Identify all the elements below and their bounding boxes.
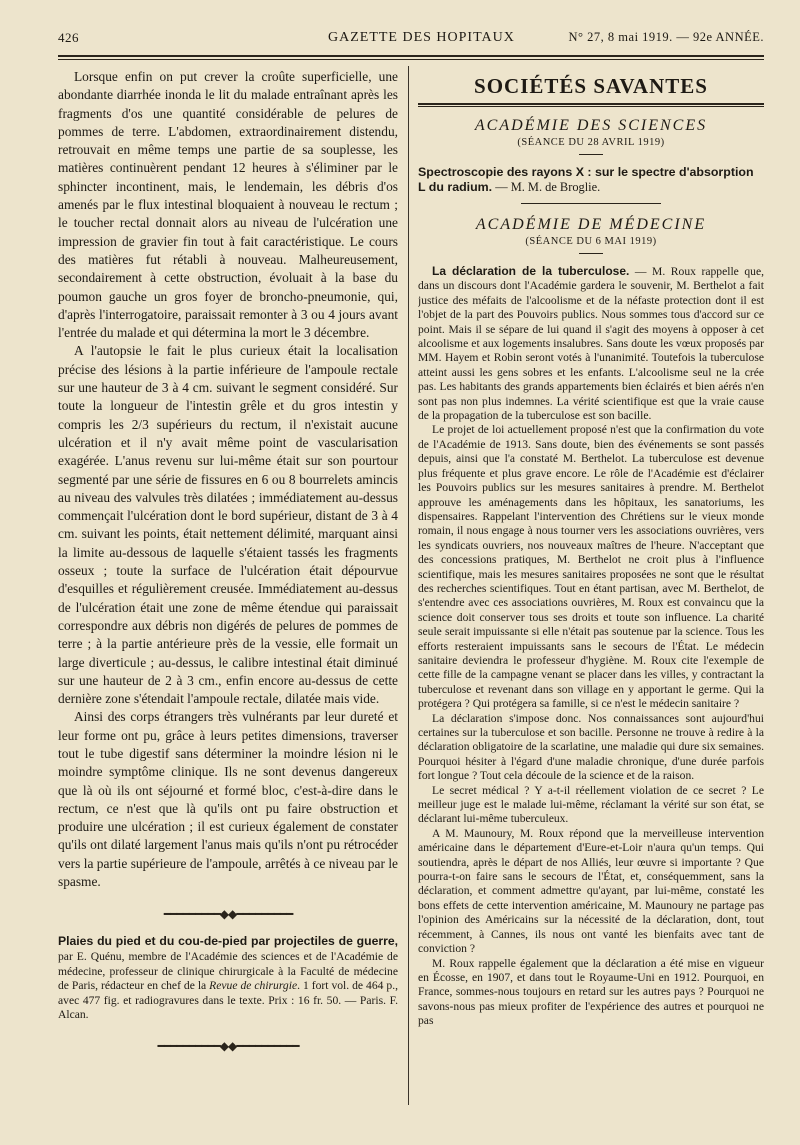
lead-title: La déclaration de la tuberculose. bbox=[432, 264, 630, 278]
divider bbox=[521, 203, 661, 204]
item-title: Spectroscopie des rayons X : sur le spectre d'absorption L du radium. bbox=[418, 165, 754, 194]
book-details: . 1 fort vol. de 464 p., avec 477 fig. et radiogravures dans le texte. Prix : 16 fr. 50. — Paris. F. Alcan. bbox=[58, 979, 398, 1022]
case-report bbox=[58, 68, 398, 891]
spectroscopy-item bbox=[418, 165, 764, 195]
book-journal: Revue de chirurgie bbox=[209, 979, 298, 993]
paragraph: Le projet de loi actuellement proposé n'est que la confirmation du vote de l'Académie de 1913. Sans doute, bien des événements se sont passés depuis, ainsi que l'a constaté M. Berthelot. La tuberculose est devenue plus fréquente et plus grave encore. Le rôle de l'Académie est d'éclairer les Pouvoirs publics sur les mesures sanitaires à prendre. M. Berthelot approuve les aménagements dans les hôpitaux, les sanatoriums, les dispensaires. Rappelant l'intervention des Chrétiens sur le vieux monde romain, il nous engage à nous tourner vers les associations ouvrières, vers les syndicats ouvriers, nos nouveaux maîtres de l'heure. N'acceptant que des concessions pratiques, M. Berthelot ne croit plus à l'influence scientifique, mais les mesures sanitaires proposées ne sont que le résultat des recherches scientifiques. Tout en étant partisan, avec M. Berthelot, de s'entendre avec ces associations ouvrières, M. Roux est convaincu que la science doit conserver tous ses droits et toute son influence. La charité seule serait impuissante si elle n'était pas soutenue par la science. Tous les efforts resteraient impuissants sans le secours de l'État. Le médecin sanitaire deviendra le professeur d'hygiène. M. Roux cite l'exemple de cette fille de la campagne venant se placer dans les villes, y contractant la tuberculose et revenant dans son village en y apportant le germe. Qui la protégera ? Qui protégera sa famille, si ce n'est le médecin sanitaire ? bbox=[418, 423, 764, 711]
section-title: SOCIÉTÉS SAVANTES bbox=[474, 74, 708, 98]
book-description: par E. Quénu, membre de l'Académie des sciences et de l'Académie de médecine, professeur de clinique chirurgicale à la Faculté de médecine de Paris, rédacteur en chef de la bbox=[58, 949, 398, 993]
section-rule-thin bbox=[418, 106, 764, 107]
lead-text: — M. Roux rappelle que, dans un discours dont l'Académie gardera le souvenir, M. Berthelot a fait justice des méfaits de l'alcoolisme et de la néfaste protection dont il est l'objet de la part des Pouvoirs publics. Nous sommes tous d'accord sur ce point. Mais il se sépare de lui quand il s'agit des moyens à opposer à cet alcoolisme et aux logements insalubres. Sans doute les vœux proposés par MM. Hayem et Robin seront votés à l'unanimité. Toutefois la tuberculose atteint aussi les gens sobres et les enfants. L'alcoolisme seul ne la crée pas. Les habitants des grands appartements bien éclairés et bien aérés n'en sont pas non plus indemnes. La vérité scientifique est que la vraie cause de la propagation de la tuberculose est son bacille. bbox=[418, 265, 764, 423]
running-head bbox=[58, 30, 764, 52]
item-author: — M. M. de Broglie. bbox=[492, 180, 601, 194]
paragraph: Ainsi des corps étrangers très vulnérants par leur dureté et leur forme ont pu, grâce à leurs petites dimensions, traverser tout le tube digestif sans déterminer la moindre lésion ni le moindre symptôme clinique. Ils ne sont devenus dangereux que là où ils ont séjourné et formé bloc, c'est-à-dire dans le rectum, ce n'est que là qu'ils ont pu faire obstruction et produire une ulcération ; il est curieux également de constater qu'ils ont dilaté largement l'anus mais qu'ils n'ont pu rétrocéder vers la partie supérieure de l'ampoule, arrêtés à ce niveau par le spasme. bbox=[58, 709, 398, 890]
paragraph: La déclaration s'impose donc. Nos connaissances sont aujourd'hui certaines sur la tuberculose et son bacille. Personne ne trouve à redire à la déclaration obligatoire de la scarlatine, une maladie qui dure six semaines. Pourquoi hésiter à l'égard d'une maladie chronique, d'une durée parfois fort longue ? Tout cela découle de la science et de la raison. bbox=[418, 711, 764, 783]
paragraph: Le secret médical ? Y a-t-il réellement violation de ce secret ? Le meilleur juge est le malade lui-même, réclamant la vérité sur son état, se déclarant lui-même tuberculeux. bbox=[418, 783, 764, 826]
header-rule bbox=[58, 55, 764, 57]
end-ornament: ━━━━━━━━━━◆◆━━━━━━━━━━ bbox=[157, 1038, 299, 1053]
tuberculosis-report bbox=[418, 264, 764, 1029]
book-notice bbox=[58, 934, 398, 1023]
paragraph bbox=[418, 264, 764, 423]
journal-title: GAZETTE DES HOPITAUX bbox=[328, 30, 515, 45]
section-ornament: ━━━━━━━━━◆◆━━━━━━━━━ bbox=[163, 907, 293, 922]
seance-date: (SÉANCE DU 6 MAI 1919) bbox=[525, 236, 657, 247]
seance-date: (SÉANCE DU 28 AVRIL 1919) bbox=[517, 137, 665, 148]
page-number: 426 bbox=[58, 30, 79, 45]
divider bbox=[579, 154, 603, 155]
paragraph: Lorsque enfin on put crever la croûte superficielle, une abondante diarrhée inonda le lit du malade entraînant après les fragments d'os une quantité considérable de pelures de pommes de terre. L'abdomen, extraordinairement distendu, retrouvait en même temps une partie de sa souplesse, les matières continuèrent pendant 12 heures à s'éliminer par le sphincter incontinent, mais, le lendemain, les débris d'os amenés par le flux intestinal bloquaient à nouveau le rectum ; le toucher rectal donnait alors au niveau de l'ulcération une impression de gravier fin tout à fait caractéristique. Le cours des matières fut rétabli à nouveau. Malheureusement, secondairement à cette obstruction, évoluait à la base du poumon gauche un gros foyer de broncho-pneumonie, qui, d'après l'interrogatoire, paraissait remonter à 3 ou 4 jours avant l'entrée du malade et qui détermina la mort le 3 décembre. bbox=[58, 69, 398, 341]
academie-sciences-title: ACADÉMIE DES SCIENCES bbox=[474, 117, 708, 134]
divider bbox=[579, 253, 603, 254]
column-divider bbox=[408, 66, 409, 1105]
paragraph: M. Roux rappelle également que la déclaration a été mise en vigueur en Écosse, en 1907, et dans tout le Royaume-Uni en 1912. Pourquoi, en France, sommes-nous toujours en retard sur les autres pays ? Pourquoi ne savons-nous pas mieux profiter de l'expérience des autres et pourquoi ne pas bbox=[418, 956, 764, 1028]
issue-info: N° 27, 8 mai 1919. — 92e ANNÉE. bbox=[568, 30, 764, 44]
paragraph: A l'autopsie le fait le plus curieux était la localisation précise des lésions à la partie inférieure de l'ampoule rectale sur une hauteur de 3 à 4 cm. suivant le segment considéré. Sur toute la longueur de l'intestin grêle et du gros intestin y compris les 2/3 supérieurs du rectum, il n'existait aucune ulcération et il n'y avait même point de vascularisation exagérée. L'anus revenu sur lui-même était sur son pourtour segmenté par une série de fissures en 6 ou 8 bourrelets amincis au niveau des valvules très dilatées ; immédiatement au-dessus commençait l'ulcération dont le bord supérieur, distant de 3 à 4 cm. suivant les points, était nettement délimité, marquant ainsi la limite au-dessous de laquelle s'étaient tassés les fragments osseux ; toute la surface de l'ulcération était dépourvue d'esquilles et régulièrement creusée. Immédiatement au-dessus de l'ulcération était une zone de même étendue qui paraissait correspondre aux débris non digérés de pelures de pommes de terre ; à la partie antérieure près de la vessie, elle formait un large diverticule ; au-dessus, le calibre intestinal était diminué sur une hauteur de 2 à 3 cm., enfin encore au-dessus de cette dernière zone s'étendait l'ampoule rectale, dilatée mais vide. bbox=[58, 343, 398, 707]
academie-medecine-title: ACADÉMIE DE MÉDECINE bbox=[475, 216, 707, 233]
left-column bbox=[58, 68, 398, 1119]
book-title: Plaies du pied et du cou-de-pied par projectiles de guerre, bbox=[58, 934, 398, 949]
right-column bbox=[418, 68, 764, 1119]
section-rule bbox=[418, 103, 764, 105]
header-rule-thin bbox=[58, 59, 764, 60]
paragraph: A M. Maunoury, M. Roux répond que la merveilleuse intervention américaine dans le département d'Eure-et-Loir n'aura qu'un temps. Qui soutiendra, après le départ de nos Alliés, leur œuvre si importante ? Que pourra-t-on faire sans le secours de l'État, et, conséquemment, sans la déclaration, et comment admettre qu'ayant, par lui-même, constaté les bons effets de cette intervention américaine, M. Maunoury ne partage pas l'opinion des Américains sur la nécessité de la déclaration, dont, tout récemment, à Cannes, ils nous ont vanté les bienfaits avec tant de conviction ? bbox=[418, 826, 764, 956]
